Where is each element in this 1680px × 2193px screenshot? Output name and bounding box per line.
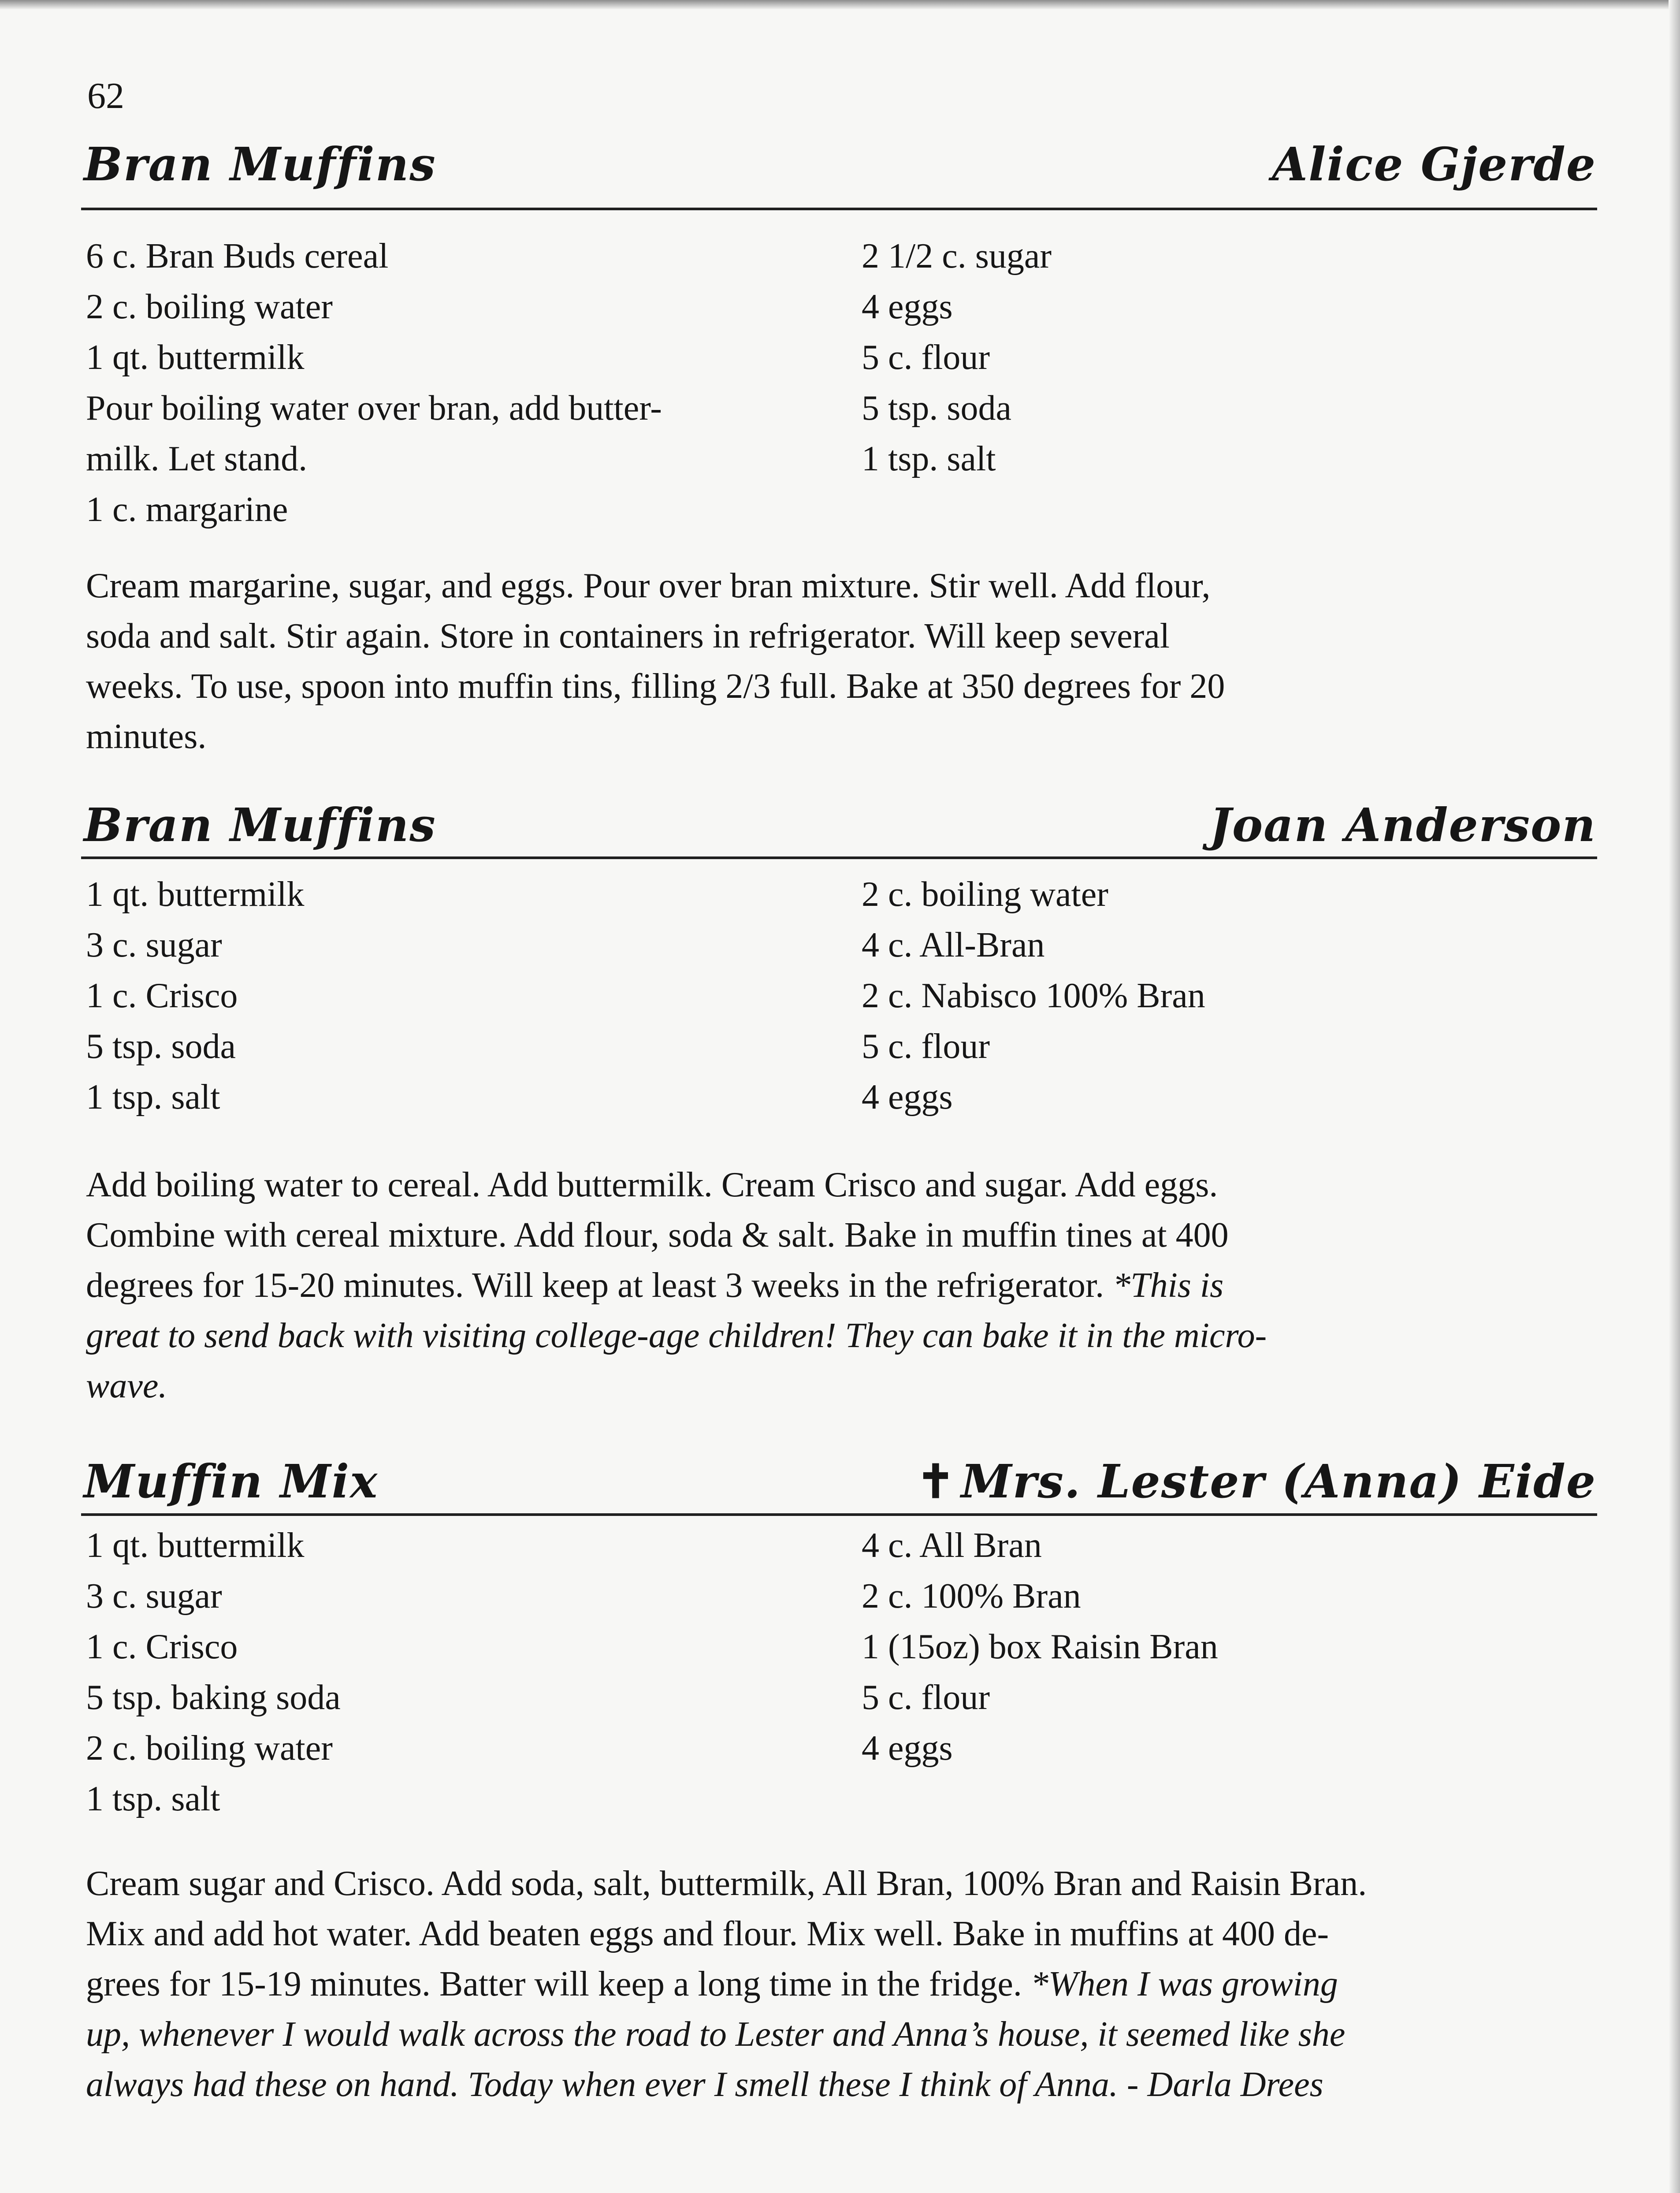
ingredient: 1 tsp. salt [862,439,996,478]
ingredient-note: Pour boiling water over bran, add butter- [86,389,662,428]
ingredient: 4 eggs [862,1078,953,1117]
ingredients-left-column [86,1520,341,1824]
ingredient: 2 c. boiling water [86,1729,333,1768]
recipe-author-block [916,1454,1596,1508]
ingredient: 1 qt. buttermilk [86,338,305,377]
ingredient: 1 (15oz) box Raisin Bran [862,1627,1218,1666]
ingredient: 2 c. 100% Bran [862,1577,1081,1616]
recipe-author: Alice Gjerde [1272,137,1596,191]
recipe-directions [86,1858,1593,2110]
ingredient: 4 c. All Bran [862,1526,1042,1565]
ingredient: 4 eggs [862,1729,953,1768]
ingredient: 2 1/2 c. sugar [862,237,1052,276]
directions-note-start: *This is [1113,1266,1224,1305]
directions-line: Add boiling water to cereal. Add buttermilk. Cream Crisco and sugar. Add eggs. [86,1165,1218,1204]
ingredient: 5 tsp. soda [862,389,1011,428]
ingredient: 1 c. Crisco [86,1627,238,1666]
ingredient: 6 c. Bran Buds cereal [86,237,389,276]
ingredients-left-column [86,869,305,1123]
ingredient: 1 c. margarine [86,490,288,529]
directions-note-line: great to send back with visiting college-age children! They can bake it in the micro- [86,1316,1267,1355]
directions-line: minutes. [86,717,207,756]
ingredient: 5 tsp. soda [86,1027,236,1066]
ingredient: 1 c. Crisco [86,976,238,1015]
ingredient: 3 c. sugar [86,926,222,964]
recipe-author: Joan Anderson [1209,798,1596,852]
ingredient: 3 c. sugar [86,1577,222,1616]
directions-note-line: always had these on hand. Today when ever I smell these I think of Anna. - Darla Drees [86,2065,1323,2104]
ingredient: 1 qt. buttermilk [86,875,305,914]
title-divider [81,208,1597,210]
ingredients-left-column [86,231,662,535]
recipe-title: Muffin Mix [84,1454,379,1508]
recipe-title: Bran Muffins [84,798,436,852]
ingredients-right-column [862,1520,1218,1774]
ingredient-note: milk. Let stand. [86,439,308,478]
scan-right-shadow [1669,0,1680,2193]
directions-line-mixed [86,1959,1593,2009]
ingredients-right-column [862,231,1052,484]
directions-line: Cream sugar and Crisco. Add soda, salt, buttermilk, All Bran, 100% Bran and Raisin Bran. [86,1864,1367,1903]
title-divider [81,856,1597,859]
directions-note-start: *When I was growing [1030,1965,1338,2003]
ingredient: 4 c. All-Bran [862,926,1045,964]
directions-line-mixed [86,1260,1593,1311]
directions-text: grees for 15-19 minutes. Batter will keep a long time in the fridge. [86,1965,1031,2003]
directions-line: Cream margarine, sugar, and eggs. Pour over bran mixture. Stir well. Add flour, [86,566,1211,605]
recipe-directions [86,1160,1593,1411]
recipe-author: Mrs. Lester (Anna) Eide [961,1454,1596,1508]
ingredient: 5 c. flour [862,1027,990,1066]
ingredients-right-column [862,869,1205,1123]
ingredient: 1 qt. buttermilk [86,1526,305,1565]
directions-text: degrees for 15-20 minutes. Will keep at least 3 weeks in the refrigerator. [86,1266,1113,1305]
dagger-mark: ✝ [916,1454,956,1508]
directions-line: soda and salt. Stir again. Store in containers in refrigerator. Will keep several [86,617,1170,655]
recipe-directions [86,561,1593,762]
ingredient: 2 c. boiling water [862,875,1108,914]
directions-note-line: up, whenever I would walk across the road to Lester and Anna’s house, it seemed like she [86,2015,1345,2054]
directions-note-line: wave. [86,1366,167,1405]
directions-line: weeks. To use, spoon into muffin tins, filling 2/3 full. Bake at 350 degrees for 20 [86,667,1225,706]
ingredient: 2 c. Nabisco 100% Bran [862,976,1205,1015]
page-number: 62 [87,75,124,116]
ingredient: 5 tsp. baking soda [86,1678,341,1717]
title-divider [81,1513,1597,1516]
ingredient: 2 c. boiling water [86,287,333,326]
ingredient: 4 eggs [862,287,953,326]
directions-line: Combine with cereal mixture. Add flour, soda & salt. Bake in muffin tines at 400 [86,1216,1229,1255]
ingredient: 5 c. flour [862,1678,990,1717]
directions-line: Mix and add hot water. Add beaten eggs and flour. Mix well. Bake in muffins at 400 de- [86,1914,1329,1953]
ingredient: 1 tsp. salt [86,1780,220,1818]
recipe-title: Bran Muffins [84,137,436,191]
ingredient: 5 c. flour [862,338,990,377]
ingredient: 1 tsp. salt [86,1078,220,1117]
scan-top-shadow [0,0,1680,10]
